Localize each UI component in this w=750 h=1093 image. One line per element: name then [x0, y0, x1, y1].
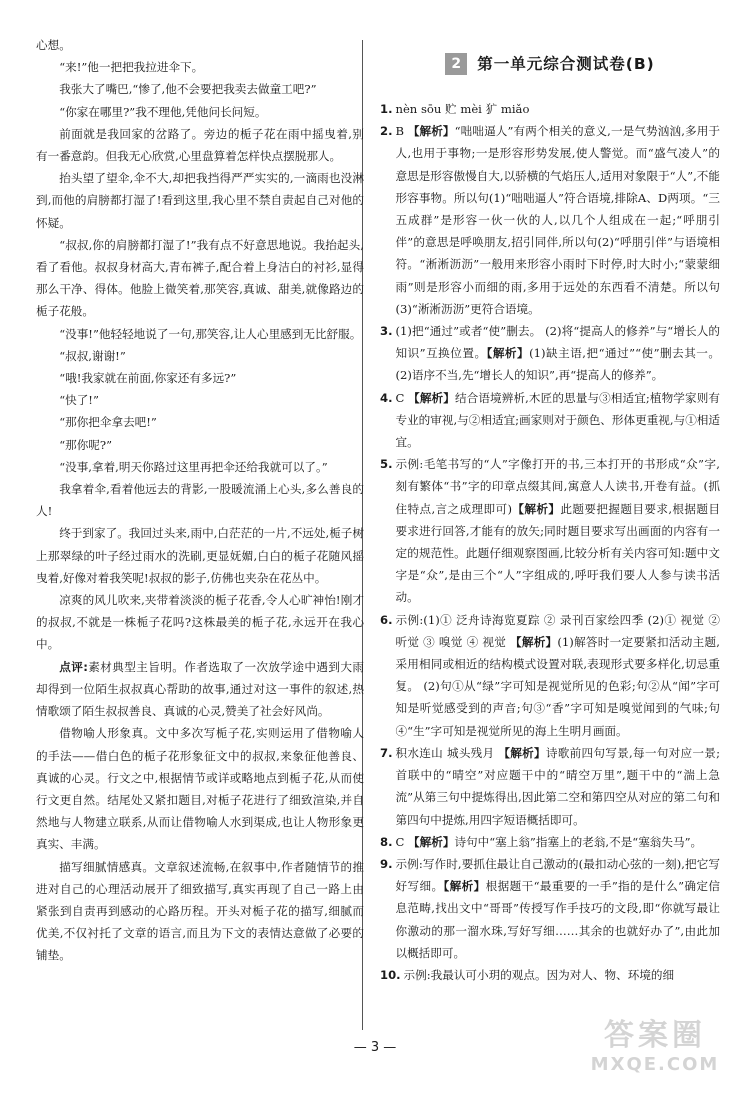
body-paragraph: [36, 456, 364, 478]
answer-segment: C: [395, 834, 409, 849]
paragraph-text: 借物喻人形象真。文中多次写栀子花,实则运用了借物喻人的手法——借白色的栀子花形象征文中的叔叔,来象征他善良、真诚的心灵。行文之中,根据情节或详或略地点到栀子花,从而使行文更自然。结尾处又紧扣题目,对栀子花进行了细致渲染,并自然地与人物建立联系,从而让借物喻人水到渠成,也让人物形象更真实、丰满。: [36, 726, 364, 852]
answer-segment: “咄咄逼人”有两个相关的意义,一是气势汹汹,多用于人,也用于事物;一是形容形势发展,使人警觉。而“盛气凌人”的意思是形容傲慢自大,以骄横的气焰压人,适用对象限于“人”,不能形容事物。所以句(1)“咄咄逼人”符合语境,排除A、D两项。“三五成群”是形容一伙一伙的人,以几个人组成在一起;“呼朋引伴”的意思是呼唤朋友,招引同伴,所以句(2)“呼朋引伴”与语境相符。“淅淅沥沥”一般用来形容小雨时下时停,时大时小;“蒙蒙细雨”则是形容小而细的雨,多用于远处的东西看不清楚。所以句(3)“淅淅沥沥”更符合语境。: [395, 124, 720, 316]
answer-segment: C: [395, 390, 409, 405]
analysis-tag: 【解析】: [443, 879, 486, 894]
answer-number: 7.: [380, 745, 393, 760]
body-paragraph: [36, 323, 364, 345]
body-paragraph: [36, 722, 364, 855]
analysis-tag: 【解析】: [486, 346, 530, 361]
answer-number: 8.: [380, 834, 393, 849]
watermark-line2: MXQE.COM: [590, 1054, 720, 1075]
paragraph-text: 心想。: [36, 38, 71, 52]
paragraph-text: “来!”他一把把我拉进伞下。: [59, 60, 204, 75]
section-header: [380, 46, 720, 82]
answer-item: [380, 120, 720, 320]
answer-segment: 根据题干“最重要的一手”指的是什么”确定信息范畴,找出文中“哥哥”传授写作手技巧的文段,即“你就写最让你激动的那一溜水珠,写好写细……其余的也就好办了”,由此加以概括即可。: [395, 879, 720, 960]
answer-segment: nèn sōu 贮 mèi 犷 miǎo: [395, 102, 530, 116]
body-paragraph: [36, 656, 364, 723]
paragraph-text: “没事!”他轻轻地说了一句,那笑容,让人心里感到无比舒服。: [59, 326, 362, 341]
body-paragraph: [36, 856, 364, 967]
answer-number: 3.: [380, 324, 393, 339]
answer-segment: (1)解答时一定要紧扣活动主题,采用相同或相近的结构模式设置对联,表现形式要多样化,切忌重复。 (2)句①从“绿”字可知是视觉所见的色彩;句②从“闻”字可知是听觉感受到的声音;句③“香”字可知是嗅觉闻到的气味;句④“生”字可知是视觉所见的海上生明月画面。: [395, 634, 720, 738]
paragraph-text: “叔叔,你的肩膀都打湿了!”我有点不好意思地说。我抬起头,看了看他。叔叔身材高大,青布裤子,配合着上身洁白的衬衫,显得那么干净、得体。他脸上微笑着,那笑容,真诚、甜美,就像路边的栀子花般。: [36, 237, 364, 319]
paragraph-text: 凉爽的风儿吹来,夹带着淡淡的栀子花香,令人心旷神怡!刚才的叔叔,不就是一株栀子花吗?这株最美的栀子花,永远开在我心中。: [36, 593, 364, 652]
paragraph-text: “叔叔,谢谢!”: [59, 348, 126, 363]
answer-text: [395, 609, 720, 742]
answer-text: [404, 964, 720, 986]
body-paragraph: [36, 345, 364, 367]
body-paragraph: [36, 78, 364, 100]
answer-list: [380, 98, 720, 986]
answer-text: [395, 453, 720, 608]
paragraph-text: 前面就是我回家的岔路了。旁边的栀子花在雨中摇曳着,别有一番意韵。但我无心欣赏,心里盘算着怎样快点摆脱那人。: [36, 126, 364, 164]
paragraph-text: 我张大了嘴巴,“惨了,他不会要把我卖去做童工吧?”: [59, 82, 317, 97]
body-paragraph: [36, 434, 364, 456]
answer-segment: 积水连山 城头残月: [395, 745, 499, 760]
answer-segment: B: [395, 124, 408, 139]
paragraph-text: “哦!我家就在前面,你家还有多远?”: [59, 371, 237, 386]
paragraph-text: “你家在哪里?”我不理他,凭他问长问短。: [59, 104, 267, 119]
body-paragraph: [36, 34, 364, 56]
paragraph-text: “快了!”: [59, 393, 99, 408]
answer-item: [380, 831, 720, 853]
answer-text: [395, 742, 720, 831]
answer-number: 4.: [380, 390, 393, 405]
body-paragraph: [36, 411, 364, 433]
answer-item: [380, 853, 720, 964]
body-paragraph: [36, 234, 364, 323]
body-paragraph: [36, 367, 364, 389]
paragraph-text: 抬头望了望伞,伞不大,却把我挡得严严实实的,一滴雨也没淋到,而他的肩膀都打湿了!看到这里,我心里不禁自责起自己对他的怀疑。: [36, 171, 364, 230]
answer-segment: 示例:我最认可小玥的观点。因为对人、物、环境的细: [403, 967, 675, 982]
paragraph-text: 终于到家了。我回过头来,雨中,白茫茫的一片,不远处,栀子树上那翠绿的叶子经过雨水的洗刷,更显妩媚,白白的栀子花随风摇曳着,好像对着我笑呢!叔叔的影子,仿佛也夹杂在花丛中。: [36, 526, 364, 585]
paragraph-text: 素材典型主旨明。作者选取了一次放学途中遇到大雨却得到一位陌生叔叔真心帮助的故事,通过对这一事件的叙述,热情歌颂了陌生叔叔善良、真诚的心灵,赞美了社会好风尚。: [36, 659, 364, 719]
section-number-badge: 2: [445, 53, 467, 75]
answer-item: [380, 453, 720, 608]
answer-segment: 示例:写作时,要抓住最让自己激动的(最扣动心弦的一刻),把它写好写细。: [395, 856, 720, 894]
answer-number: 2.: [380, 124, 393, 139]
paragraph-text: “那你把伞拿去吧!”: [59, 415, 157, 430]
answer-number: 6.: [380, 612, 393, 627]
left-column: [36, 34, 364, 967]
analysis-tag: 【解析】: [407, 124, 455, 139]
answer-number: 10.: [380, 967, 401, 982]
answer-text: [395, 120, 720, 320]
answer-segment: 示例:(1)① 泛舟诗海览夏踪 ② 录刊百家绘四季 (2)① 视觉 ② 听觉 ③ 嗅觉 ④ 视觉: [395, 612, 720, 649]
body-paragraph: [36, 123, 364, 167]
paragraph-text: “没事,拿着,明天你路过这里再把伞还给我就可以了。”: [59, 459, 328, 474]
analysis-tag: 【解析】: [498, 745, 546, 760]
answer-number: 1.: [380, 102, 393, 116]
answer-number: 9.: [380, 856, 393, 871]
answer-item: [380, 320, 720, 387]
answer-item: [380, 98, 720, 120]
answer-item: [380, 387, 720, 454]
answer-segment: 示例:毛笔书写的“人”字像打开的书,三本打开的书形成“众”字,刻有繁体“书”字的印章点缀其间,寓意人人读书,开卷有益。(抓住特点,言之成理即可): [395, 457, 720, 516]
answer-text: [395, 320, 720, 387]
watermark-line1: 答案圈: [604, 1018, 706, 1053]
body-paragraph: [36, 522, 364, 589]
comment-label: 点评:: [59, 659, 88, 674]
answer-segment: 此题要把握题目要求,根据题目要求进行回答,才能有的放矢;同时题目要求写出画面的内容有一定的规范性。此题仔细观察图画,比较分析有关内容可知:题中文字是“众”,是由三个“人”字组成的,呼吁我们要人人参与读书活动。: [395, 501, 720, 605]
answer-segment: 诗歌前四句写景,每一句对应一景;首联中的“晴空”对应题干中的“晴空万里”,题干中的“湍上急流”从第三句中提炼得出,因此第二空和第四空从对应的第二句和第四句中提炼,用四字短语概括即可。: [395, 745, 720, 827]
body-paragraph: [36, 167, 364, 234]
body-paragraph: [36, 56, 364, 78]
answer-text: [395, 387, 720, 454]
body-paragraph: [36, 589, 364, 656]
analysis-tag: 【解析】: [510, 634, 558, 649]
page-number: — 3 —: [353, 1040, 397, 1055]
answer-number: 5.: [380, 457, 393, 472]
answer-text: [395, 831, 720, 853]
answer-segment: 诗句中“塞上翁”指塞上的老翁,不是“塞翁失马”。: [454, 834, 703, 849]
analysis-tag: 【解析】: [512, 501, 561, 516]
body-paragraph: [36, 478, 364, 522]
answer-text: [395, 98, 720, 120]
right-column: [380, 34, 720, 986]
watermark-logo: [580, 1018, 730, 1088]
answer-item: [380, 609, 720, 742]
paragraph-text: 我拿着伞,看着他远去的背影,一股暖流涌上心头,多么善良的人!: [36, 482, 364, 519]
analysis-tag: 【解析】: [408, 390, 455, 405]
paragraph-text: “那你呢?”: [59, 437, 113, 452]
answer-text: [395, 853, 720, 964]
paragraph-text: 描写细腻情感真。文章叙述流畅,在叙事中,作者随情节的推进对自己的心理活动展开了细致描写,真实再现了自己一路上由紧张到自责再到感动的心路历程。开头对栀子花的描写,细腻而优美,不仅衬托了文章的语言,而且为下文的表情达意做了必要的铺垫。: [36, 859, 364, 963]
answer-segment: 结合语境辨析,木匠的思量与③相适宜;植物学家则有专业的审视,与②相适宜;画家则对于颜色、形体更重视,与①相适宜。: [395, 390, 720, 450]
answer-item: [380, 742, 720, 831]
answer-segment: (1)把“通过”或者“使”删去。 (2)将“提高人的修养”与“增长人的知识”互换位置。: [395, 324, 720, 361]
answer-segment: (1)缺主语,把“通过”“使”删去其一。 (2)语序不当,先“增长人的知识”,再“提高人的修养”。: [395, 346, 720, 383]
answer-item: [380, 964, 720, 986]
analysis-tag: 【解析】: [408, 834, 455, 849]
section-title: 第一单元综合测试卷(B): [477, 54, 655, 73]
body-paragraph: [36, 101, 364, 123]
body-paragraph: [36, 389, 364, 411]
